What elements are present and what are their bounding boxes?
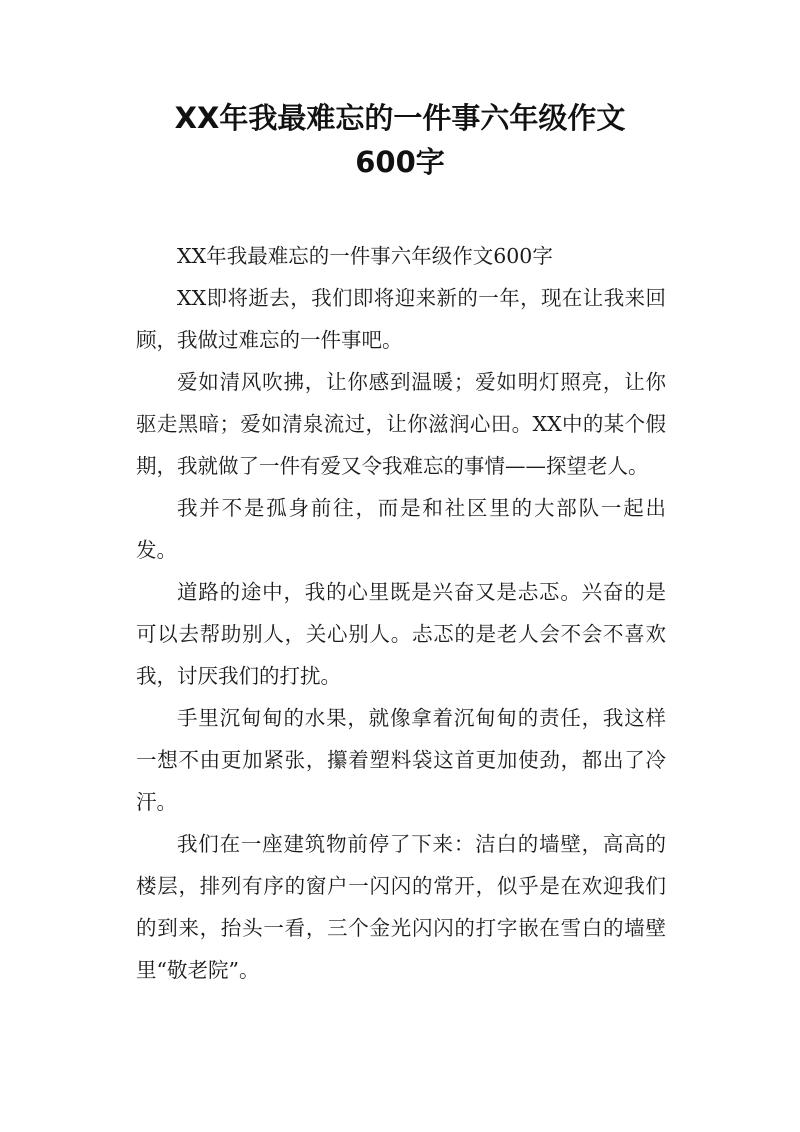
paragraph-subtitle: XX年我最难忘的一件事六年级作文600字 bbox=[177, 244, 553, 268]
paragraph: 手里沉甸甸的水果，就像拿着沉甸甸的责任，我这样一想不由更加紧张，攥着塑料袋这首更加使劲，都出了冷汗。 bbox=[136, 706, 666, 814]
document-body bbox=[136, 235, 666, 991]
title-line-1: XX年我最难忘的一件事六年级作文 bbox=[174, 101, 626, 135]
paragraph: 道路的途中，我的心里既是兴奋又是忐忑。兴奋的是可以去帮助别人，关心别人。忐忑的是老人会不会不喜欢我，讨厌我们的打扰。 bbox=[136, 580, 666, 688]
paragraph: XX即将逝去，我们即将迎来新的一年，现在让我来回顾，我做过难忘的一件事吧。 bbox=[136, 286, 666, 352]
paragraph: 我并不是孤身前往，而是和社区里的大部队一起出发。 bbox=[136, 496, 666, 562]
paragraph: 爱如清风吹拂，让你感到温暖；爱如明灯照亮，让你驱走黑暗；爱如清泉流过，让你滋润心田。XX中的某个假期，我就做了一件有爱又令我难忘的事情——探望老人。 bbox=[136, 370, 666, 478]
paragraph: 我们在一座建筑物前停了下来：洁白的墙壁，高高的楼层，排列有序的窗户一闪闪的常开，似乎是在欢迎我们的到来，抬头一看，三个金光闪闪的打字嵌在雪白的墙壁里“敬老院”。 bbox=[136, 832, 666, 982]
title-line-2: 600字 bbox=[355, 145, 445, 179]
document-title bbox=[110, 96, 690, 184]
